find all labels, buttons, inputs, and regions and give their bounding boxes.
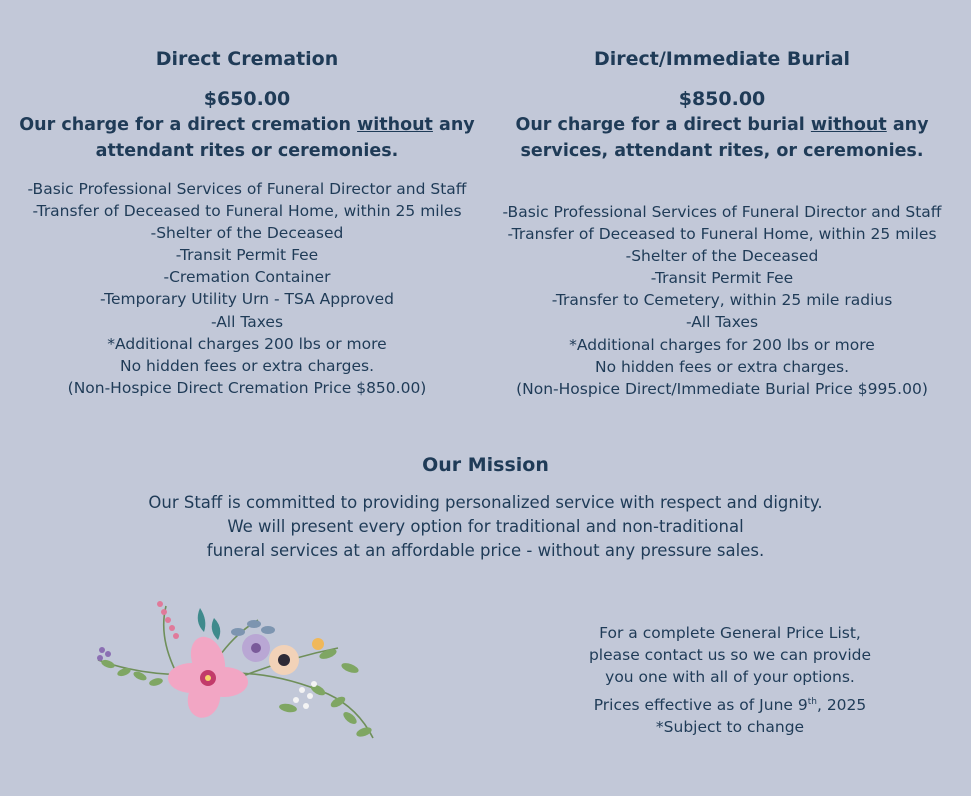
direct-cremation-items: [14, 178, 480, 399]
direct-burial-section: [486, 44, 958, 400]
mission-section: [0, 451, 971, 563]
mission-line: Our Staff is committed to providing personalized service with respect and dignity.: [148, 493, 823, 512]
list-item: *Additional charges 200 lbs or more: [107, 334, 387, 353]
direct-cremation-charge: [14, 112, 480, 164]
list-item: No hidden fees or extra charges.: [119, 356, 375, 375]
list-item: -Shelter of the Deceased: [150, 224, 344, 243]
direct-burial-price: $850.00: [678, 88, 766, 110]
prices-effective-date: [560, 694, 900, 716]
prices-prefix: Prices effective as of June 9: [593, 696, 808, 714]
list-item: *Additional charges for 200 lbs or more: [569, 335, 875, 354]
list-item: -Temporary Utility Urn - TSA Approved: [99, 290, 394, 309]
mission-text: [0, 491, 971, 563]
direct-cremation-price: $650.00: [203, 88, 291, 110]
direct-burial-items: [486, 201, 958, 400]
list-item: (Non-Hospice Direct Cremation Price $850.00): [67, 378, 427, 397]
prices-sup: th: [807, 696, 817, 707]
list-item: -Transfer of Deceased to Funeral Home, within 25 miles: [32, 202, 462, 221]
contact-line: you one with all of your options.: [605, 668, 855, 686]
direct-burial-title: Direct/Immediate Burial: [593, 48, 851, 70]
list-item: -Transit Permit Fee: [175, 246, 319, 265]
prices-suffix: , 2025: [816, 696, 867, 714]
direct-cremation-title: Direct Cremation: [155, 48, 339, 70]
list-item: No hidden fees or extra charges.: [594, 357, 850, 376]
contact-line: For a complete General Price List,: [599, 624, 861, 642]
direct-burial-charge: [486, 112, 958, 164]
charge-text-line2: services, attendant rites, or ceremonies.: [520, 141, 924, 161]
floral-bouquet-icon: [88, 598, 384, 754]
list-item: -Transfer to Cemetery, within 25 mile radius: [551, 291, 893, 310]
charge-text: Our charge for a direct cremation: [19, 115, 358, 135]
mission-line: We will present every option for traditional and non-traditional: [227, 517, 744, 536]
direct-cremation-section: [14, 44, 480, 399]
list-item: -Shelter of the Deceased: [625, 247, 819, 266]
charge-text: any: [432, 115, 475, 135]
mission-title: Our Mission: [422, 454, 549, 476]
list-item: -Transit Permit Fee: [650, 269, 794, 288]
mission-line: funeral services at an affordable price - without any pressure sales.: [206, 541, 765, 560]
list-item: -All Taxes: [210, 312, 284, 331]
list-item: (Non-Hospice Direct/Immediate Burial Price $995.00): [516, 379, 928, 398]
list-item: -Basic Professional Services of Funeral Director and Staff: [27, 180, 467, 198]
charge-text-line2: attendant rites or ceremonies.: [95, 141, 399, 161]
contact-info: [560, 622, 900, 738]
charge-underlined-word: without: [357, 115, 433, 135]
charge-text: any: [886, 115, 929, 135]
list-item: -All Taxes: [685, 313, 759, 332]
list-item: -Cremation Container: [163, 268, 331, 287]
subject-to-change: *Subject to change: [655, 718, 805, 736]
list-item: -Basic Professional Services of Funeral Director and Staff: [502, 203, 942, 221]
charge-underlined-word: without: [810, 115, 887, 135]
charge-text: Our charge for a direct burial: [515, 115, 811, 135]
list-item: -Transfer of Deceased to Funeral Home, within 25 miles: [507, 225, 937, 244]
contact-line: please contact us so we can provide: [588, 646, 872, 664]
